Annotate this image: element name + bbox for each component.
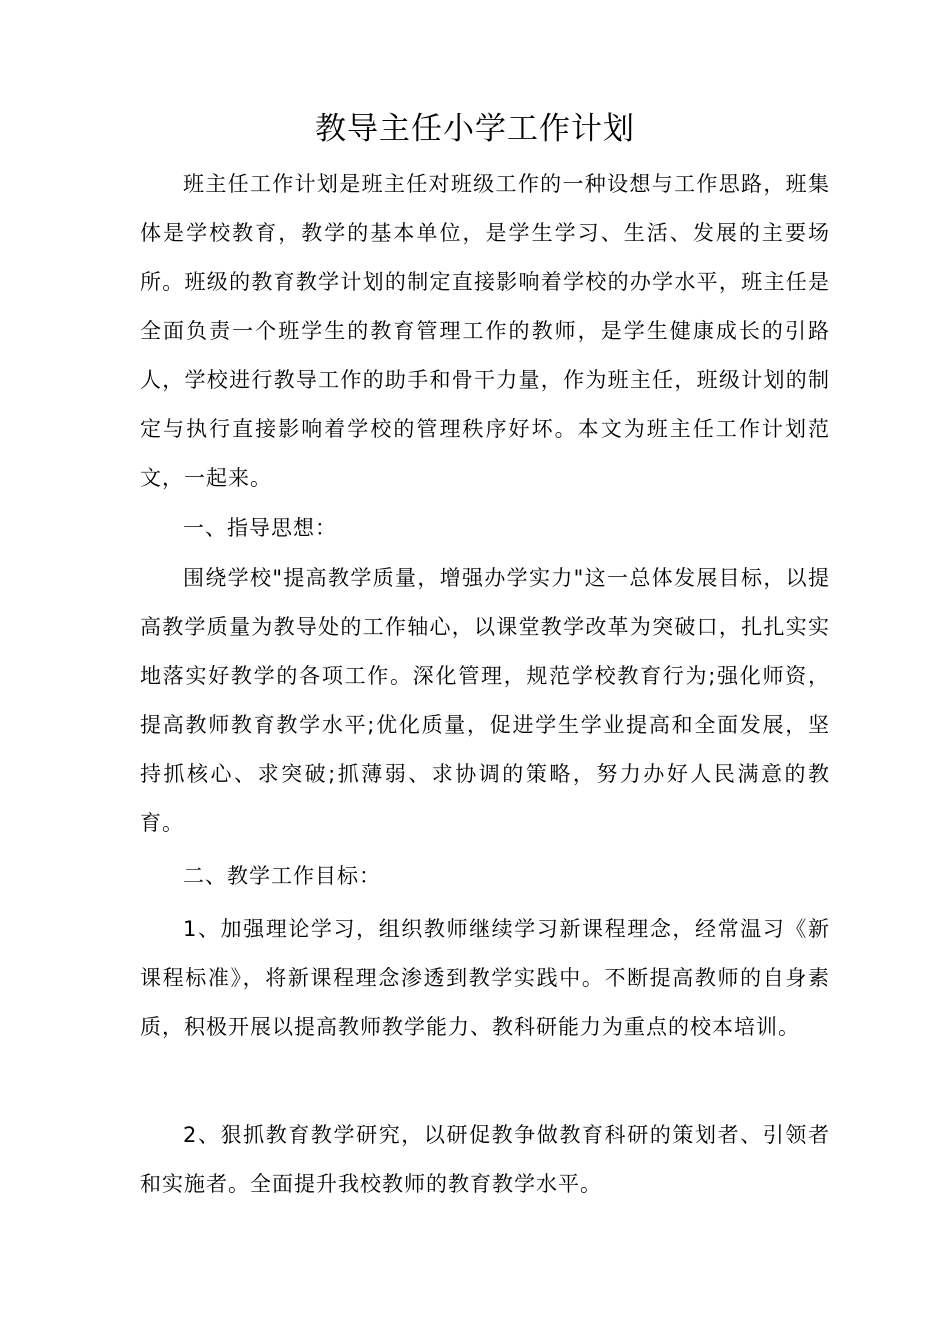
section-heading-guiding-thought: 一、指导思想： xyxy=(183,516,337,540)
section-heading-teaching-goals: 二、教学工作目标： xyxy=(183,864,381,888)
guiding-thought-paragraph: 围绕学校"提高教学质量，增强办学实力"这一总体发展目标，以提高教学质量为教导处的工作轴心，以课堂教学改革为突破口，扎扎实实地落实好教学的各项工作。深化管理，规范学校教育行为;强化师资，提高教师教育教学水平;优化质量，促进学生学业提高和全面发展，坚持抓核心、求突破;抓薄弱、求协调的策略，努力办好人民满意的教育。 xyxy=(140,566,830,835)
intro-paragraph: 班主任工作计划是班主任对班级工作的一种设想与工作思路，班集体是学校教育，教学的基本单位，是学生学习、生活、发展的主要场所。班级的教育教学计划的制定直接影响着学校的办学水平，班主任是全面负责一个班学生的教育管理工作的教师，是学生健康成长的引路人，学校进行教导工作的助手和骨干力量，作为班主任，班级计划的制定与执行直接影响着学校的管理秩序好坏。本文为班主任工作计划范文，一起来。 xyxy=(140,172,830,490)
goal-item-1: 1、加强理论学习，组织教师继续学习新课程理念，经常温习《新课程标准》，将新课程理念渗透到教学实践中。不断提高教师的自身素质，积极开展以提高教师教学能力、教科研能力为重点的校本培训。 xyxy=(140,917,830,1039)
goal-item-2: 2、狠抓教育教学研究，以研促教争做教育科研的策划者、引领者和实施者。全面提升我校教师的教育教学水平。 xyxy=(140,1123,830,1196)
document-title: 教导主任小学工作计划 xyxy=(315,111,635,147)
